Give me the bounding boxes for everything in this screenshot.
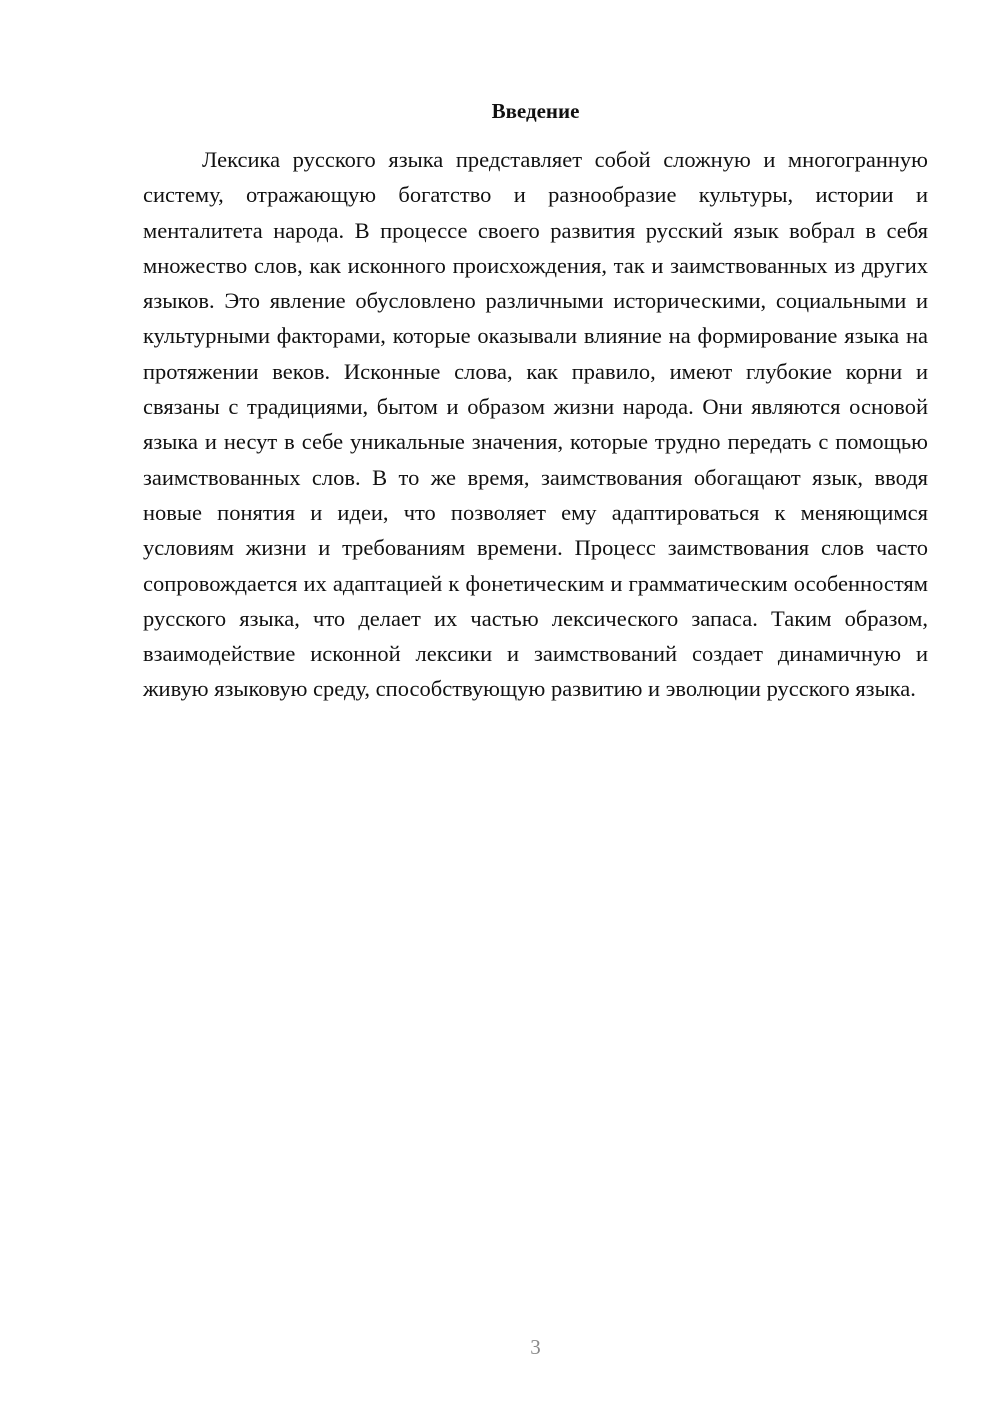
body-paragraph: Лексика русского языка представляет собой сложную и многогранную систему, отражающую богатство и разнообразие культуры, истории и менталитета народа. В процессе своего развития русский язык вобрал в себя множество слов, как исконного происхождения, так и заимствованных из других языков. Это явление обусловлено различными историческими, социальными и культурными факторами, которые оказывали влияние на формирование языка на протяжении веков. Исконные слова, как правило, имеют глубокие корни и связаны с традициями, бытом и образом жизни народа. Они являются основой языка и несут в себе уникальные значения, которые трудно передать с помощью заимствованных слов. В то же время, заимствования обогащают язык, вводя новые понятия и идеи, что позволяет ему адаптироваться к меняющимся условиям жизни и требованиям времени. Процесс заимствования слов часто сопровождается их адаптацией к фонетическим и грамматическим особенностям русского языка, что делает их частью лексического запаса. Таким образом, взаимодействие исконной лексики и заимствований создает динамичную и живую языковую среду, способствующую развитию и эволюции русского языка.: [143, 147, 928, 702]
page-number: 3: [530, 1335, 541, 1359]
section-heading: Введение: [491, 99, 580, 123]
